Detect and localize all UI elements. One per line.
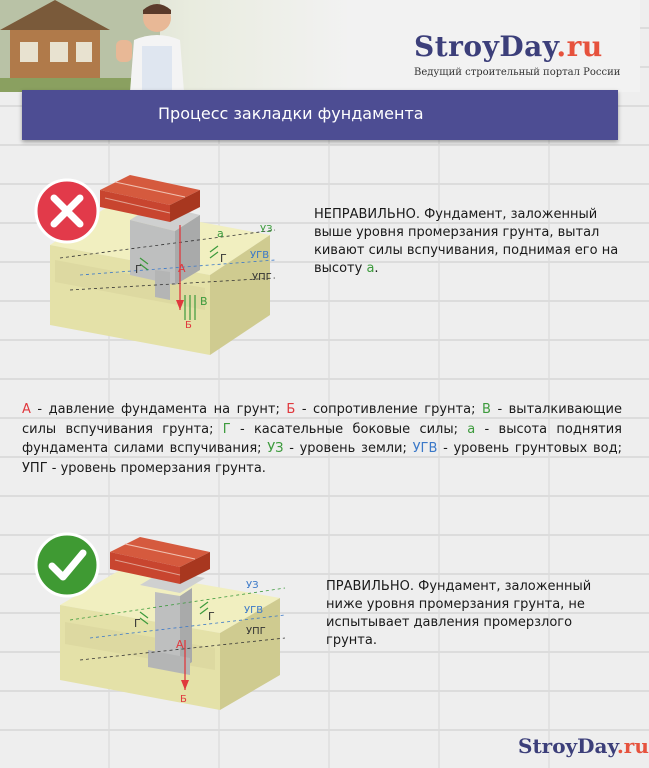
header [0,0,640,92]
label-ugv: УГВ [250,250,270,261]
label-ugv: УГВ [244,605,264,616]
label-b-resistance: Б [180,694,187,705]
label-a-pressure: А [178,262,186,275]
label-g-left: Г [134,617,141,630]
wrong-cross-icon [34,178,100,244]
tagline: Ведущий строительный портал России [414,67,621,78]
label-g-right: Г [220,252,227,265]
brand-logo[interactable]: StroyDay.ru [414,30,603,63]
label-upg: УПГ [246,626,266,637]
label-uz: УЗ [246,580,259,591]
label-b-resistance: Б [185,320,192,331]
page-title: Процесс закладки фундамента [158,104,424,123]
right-description: ПРАВИЛЬНО. Фундамент, заложенный ниже уровня промерзания грунта, не испытывает давления промерзлого грунта. [326,579,592,648]
label-uz: УЗ [260,224,273,235]
label-g-left: Г [135,263,142,276]
wrong-description: НЕПРАВИЛЬНО. Фундамент, заложенный выше уровня промерзания грунта, вытал кивают силы вспучивания, поднимая его на высоту а. [314,207,619,276]
label-upg: УПГ [252,272,272,283]
title-bar [22,90,618,140]
label-g-right: Г [208,610,215,623]
right-check-icon [34,532,100,598]
legend: А - давление фундамента на грунт; Б - сопротивление грунта; В - выталкивающие силы вспучивания грунта; Г - касательные боковые силы; а - высота поднятия фундамента силами вспучивания; УЗ - уровень земли; УГВ - уровень грунтовых вод; УПГ - уровень промерзания грунта. [22,402,622,476]
worker-illustration [112,0,202,92]
label-a-pressure: А [176,638,184,651]
label-v-heave: В [200,295,208,308]
footer-brand[interactable]: StroyDay.ru [518,734,649,758]
label-a-height: а [217,227,224,240]
